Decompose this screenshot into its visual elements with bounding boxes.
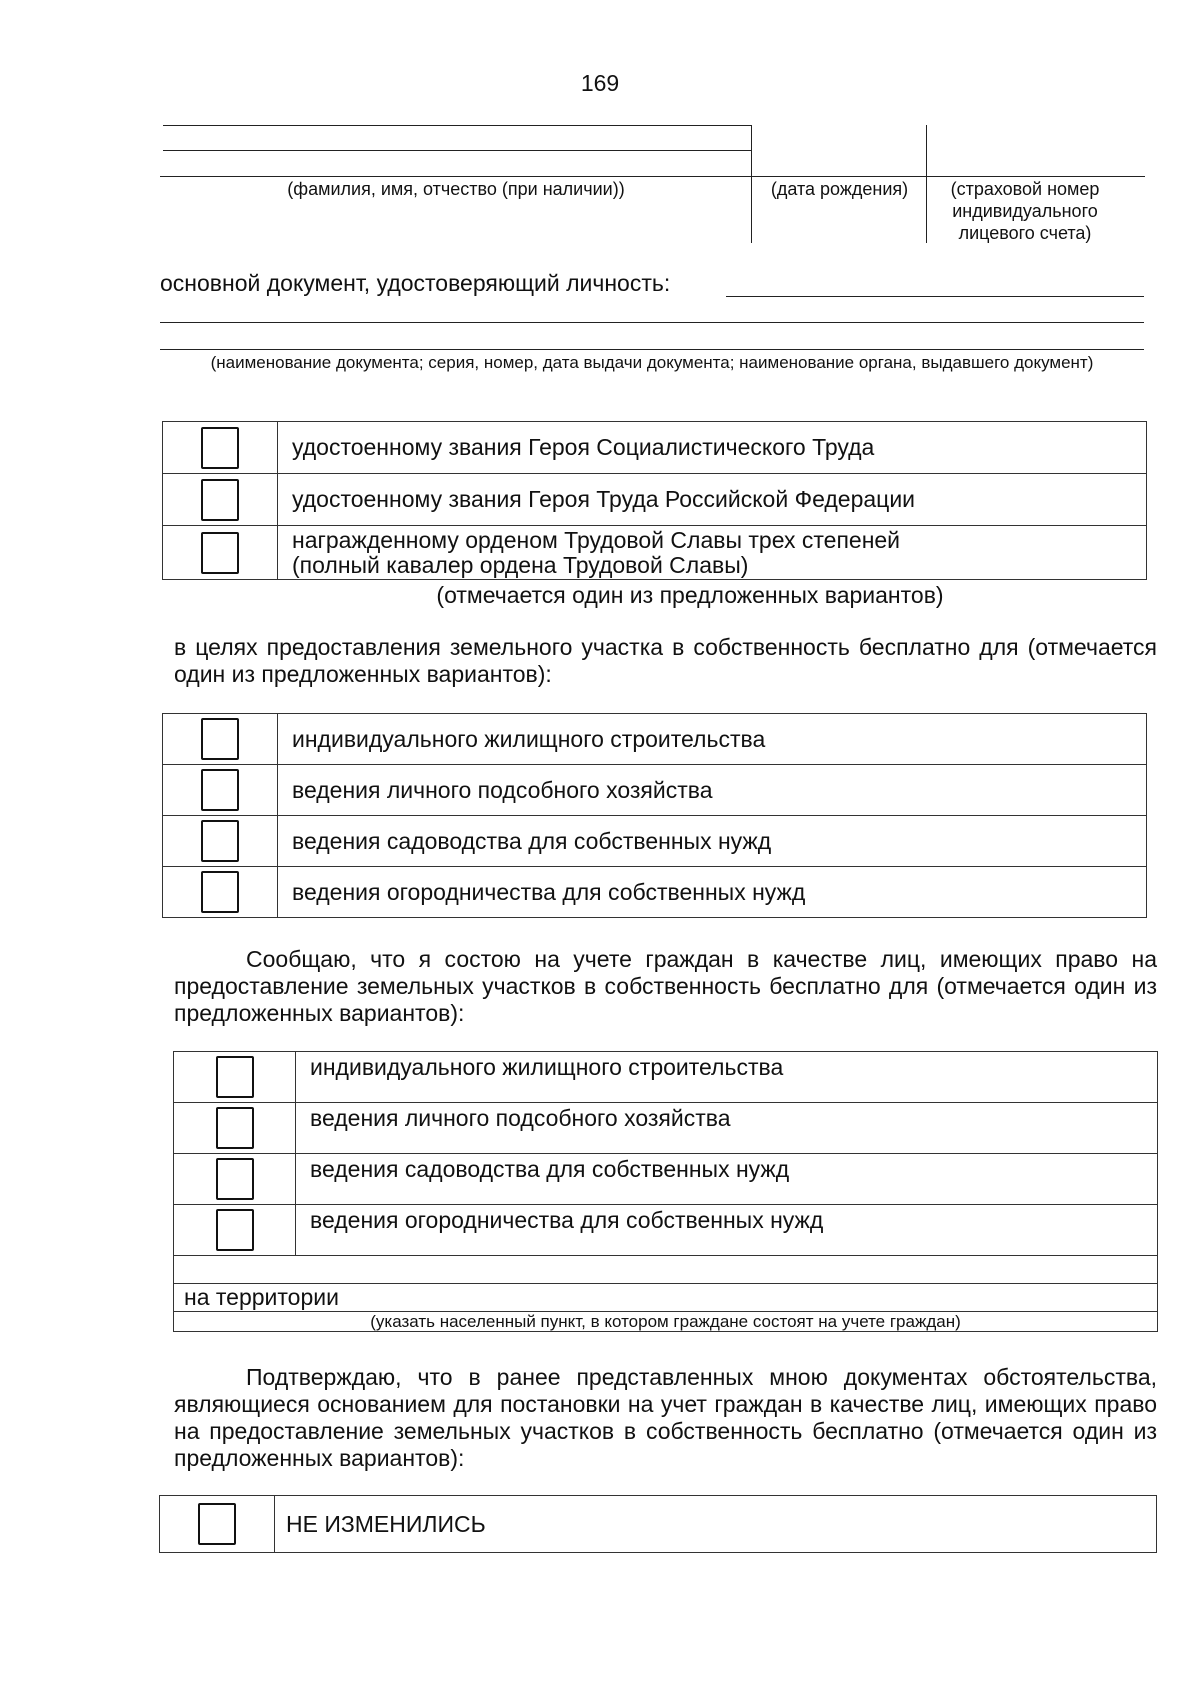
checkbox-cell bbox=[174, 1103, 296, 1154]
territory-caption-row bbox=[174, 1312, 1158, 1332]
checkbox[interactable] bbox=[201, 769, 239, 811]
birth-caption: (дата рождения) bbox=[770, 179, 909, 199]
checkbox-cell bbox=[160, 1496, 275, 1553]
checkbox[interactable] bbox=[216, 1158, 254, 1200]
checkbox[interactable] bbox=[201, 820, 239, 862]
checkbox-cell bbox=[163, 474, 278, 526]
registered-row bbox=[174, 1154, 1158, 1205]
titles-row bbox=[163, 474, 1147, 526]
option-label: НЕ ИЗМЕНИЛИСЬ bbox=[275, 1496, 1157, 1553]
confirm-intro-text: Подтверждаю, что в ранее представленных мною документах обстоятельства, являющиеся основанием для постановки на учет граждан в качестве лиц, имеющих право на предоставление земельных участков в собственность бесплатно (отмечается один из предложенных вариантов): bbox=[174, 1364, 1157, 1471]
checkbox-cell bbox=[163, 714, 278, 765]
option-label: удостоенному звания Героя Труда Российской Федерации bbox=[278, 474, 1147, 526]
territory-blank-cell[interactable] bbox=[174, 1256, 1158, 1284]
territory-blank-row bbox=[174, 1256, 1158, 1284]
checkbox-cell bbox=[174, 1154, 296, 1205]
confirm-row bbox=[160, 1496, 1157, 1553]
registered-table bbox=[173, 1051, 1158, 1332]
name-line-1[interactable] bbox=[163, 125, 751, 126]
checkbox[interactable] bbox=[201, 718, 239, 760]
option-label: индивидуального жилищного строительства bbox=[278, 714, 1147, 765]
territory-caption: (указать населенный пункт, в котором граждане состоят на учете граждан) bbox=[174, 1312, 1158, 1332]
checkbox-cell bbox=[163, 422, 278, 474]
name-caption: (фамилия, имя, отчество (при наличии)) bbox=[287, 179, 625, 199]
purpose-intro: в целях предоставления земельного участка в собственность бесплатно для (отмечается один из предложенных вариантов): bbox=[174, 634, 1157, 687]
registered-intro bbox=[174, 946, 1157, 1027]
document-field-line-2[interactable] bbox=[160, 322, 1144, 323]
divider-snils bbox=[926, 125, 927, 243]
identity-baseline bbox=[160, 176, 1145, 177]
checkbox[interactable] bbox=[201, 427, 239, 469]
checkbox-cell bbox=[163, 867, 278, 918]
checkbox[interactable] bbox=[198, 1503, 236, 1545]
option-label: ведения огородничества для собственных нужд bbox=[296, 1205, 1158, 1256]
purpose-table bbox=[162, 713, 1147, 918]
option-label: индивидуального жилищного строительства bbox=[296, 1052, 1158, 1103]
document-label: основной документ, удостоверяющий личность: bbox=[160, 270, 671, 296]
checkbox[interactable] bbox=[216, 1056, 254, 1098]
document-field-line-3[interactable] bbox=[160, 349, 1144, 350]
checkbox-cell bbox=[163, 816, 278, 867]
divider-birth bbox=[751, 125, 752, 243]
checkbox[interactable] bbox=[216, 1107, 254, 1149]
checkbox-cell bbox=[174, 1052, 296, 1103]
checkbox[interactable] bbox=[201, 532, 239, 574]
registered-row bbox=[174, 1103, 1158, 1154]
document-caption: (наименование документа; серия, номер, дата выдачи документа; наименование органа, выдавшего документ) bbox=[210, 353, 1094, 372]
option-label: ведения садоводства для собственных нужд bbox=[278, 816, 1147, 867]
option-label: ведения огородничества для собственных нужд bbox=[278, 867, 1147, 918]
option-label: награжденному орденом Трудовой Славы трех степеней (полный кавалер ордена Трудовой Славы) bbox=[278, 526, 1147, 580]
purpose-row bbox=[163, 765, 1147, 816]
purpose-row bbox=[163, 816, 1147, 867]
purpose-row bbox=[163, 867, 1147, 918]
page-number: 169 bbox=[580, 70, 620, 96]
purpose-row bbox=[163, 714, 1147, 765]
titles-row bbox=[163, 422, 1147, 474]
name-line-2[interactable] bbox=[163, 150, 751, 151]
option-label: ведения личного подсобного хозяйства bbox=[296, 1103, 1158, 1154]
option-label: удостоенному звания Героя Социалистического Труда bbox=[278, 422, 1147, 474]
registered-intro-text: Сообщаю, что я состою на учете граждан в качестве лиц, имеющих право на предоставление земельных участков в собственность бесплатно для (отмечается один из предложенных вариантов): bbox=[174, 946, 1157, 1026]
option-label: ведения личного подсобного хозяйства bbox=[278, 765, 1147, 816]
option-label: ведения садоводства для собственных нужд bbox=[296, 1154, 1158, 1205]
titles-note: (отмечается один из предложенных вариантов) bbox=[436, 582, 944, 608]
checkbox[interactable] bbox=[216, 1209, 254, 1251]
checkbox[interactable] bbox=[201, 479, 239, 521]
checkbox-cell bbox=[174, 1205, 296, 1256]
registered-row bbox=[174, 1052, 1158, 1103]
titles-table bbox=[162, 421, 1147, 580]
confirm-table bbox=[159, 1495, 1157, 1553]
checkbox-cell bbox=[163, 765, 278, 816]
registered-row bbox=[174, 1205, 1158, 1256]
territory-label[interactable]: на территории bbox=[174, 1284, 1158, 1312]
territory-row bbox=[174, 1284, 1158, 1312]
document-field-line-1[interactable] bbox=[726, 296, 1144, 297]
titles-row bbox=[163, 526, 1147, 580]
confirm-intro bbox=[174, 1364, 1157, 1472]
checkbox-cell bbox=[163, 526, 278, 580]
snils-caption: (страховой номер индивидуального лицевого счета) bbox=[950, 179, 1100, 243]
checkbox[interactable] bbox=[201, 871, 239, 913]
